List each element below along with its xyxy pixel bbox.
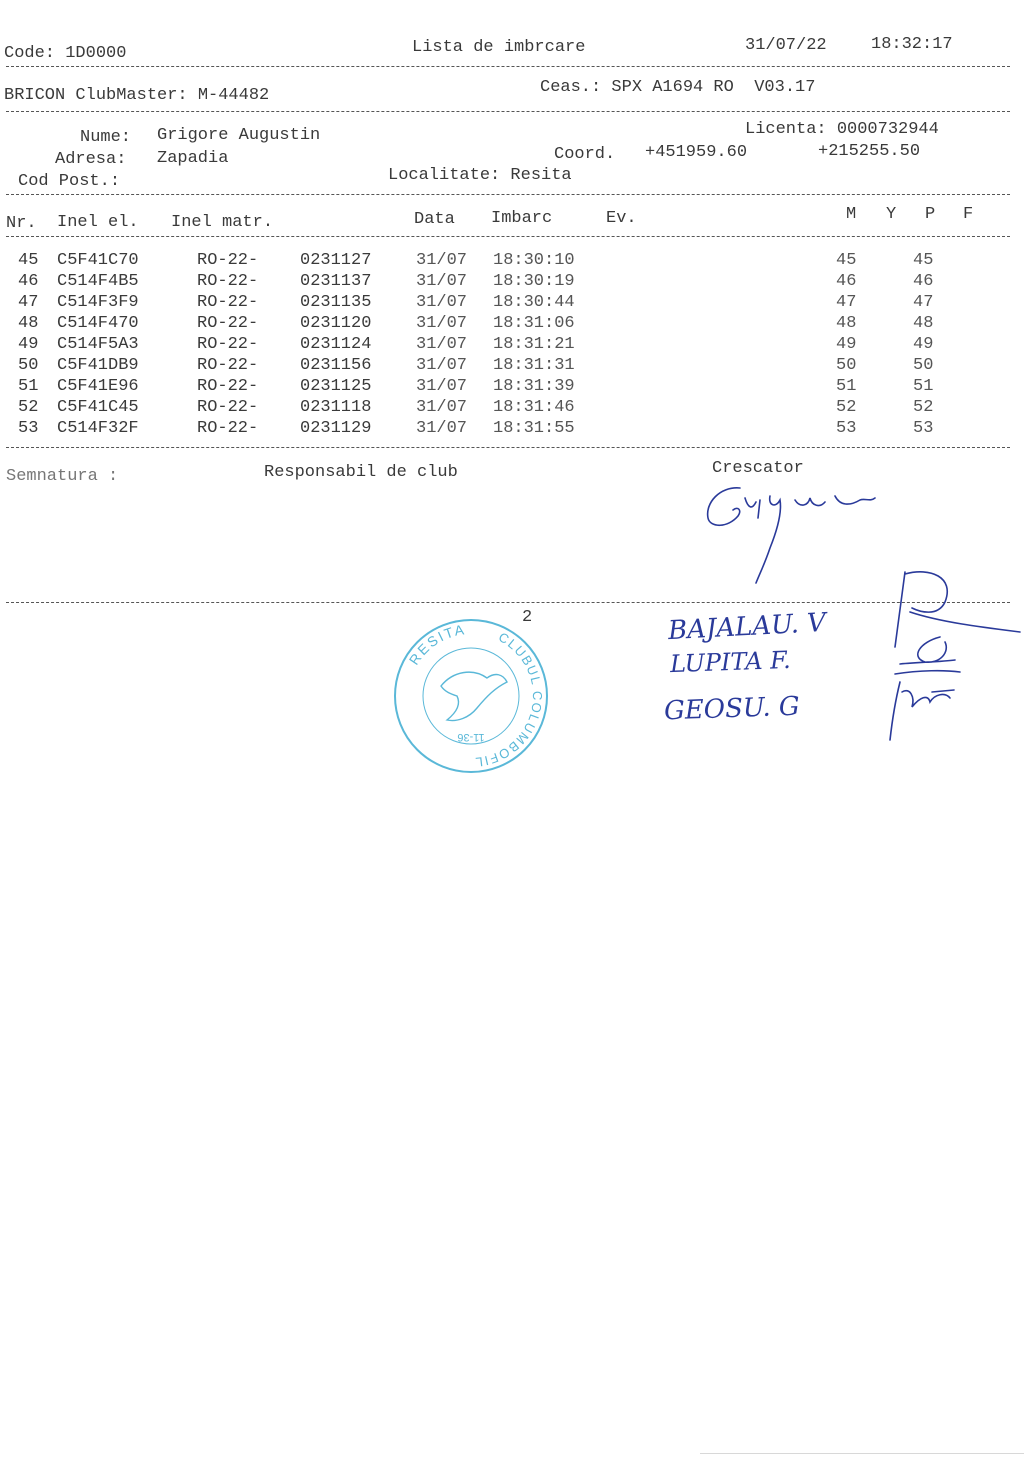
cell-matr: 0231125	[300, 377, 372, 396]
cell-p: 52	[913, 398, 934, 417]
cell-matr: 0231120	[300, 314, 372, 333]
cell-m: 51	[836, 377, 857, 396]
cell-p: 51	[913, 377, 934, 396]
cell-m: 47	[836, 293, 857, 312]
col-date: Data	[414, 210, 455, 229]
cell-p: 45	[913, 251, 934, 270]
address-label: Adresa:	[55, 150, 127, 169]
cell-m: 48	[836, 314, 857, 333]
cell-el: C5F41C70	[57, 251, 139, 270]
system-label: BRICON ClubMaster: M-44482	[4, 86, 270, 105]
cell-date: 31/07	[416, 398, 468, 417]
col-nr: Nr.	[6, 214, 37, 233]
cell-matr: 0231124	[300, 335, 372, 354]
cell-date: 31/07	[416, 335, 468, 354]
cell-matr: 0231156	[300, 356, 372, 375]
table-row	[0, 356, 1024, 377]
postcode-label: Cod Post.:	[18, 172, 121, 191]
cell-nr: 45	[18, 251, 39, 270]
coord-longitude: +215255.50	[818, 142, 921, 161]
print-date: 31/07/22	[745, 36, 827, 55]
cell-prefix: RO-22-	[197, 314, 259, 333]
cell-time: 18:31:46	[493, 398, 575, 417]
stamp-text-top: RESITA	[405, 621, 467, 668]
col-f: F	[963, 205, 974, 224]
page-number: 2	[522, 608, 533, 627]
cell-date: 31/07	[416, 419, 468, 438]
cell-nr: 50	[18, 356, 39, 375]
cell-nr: 48	[18, 314, 39, 333]
cell-prefix: RO-22-	[197, 398, 259, 417]
breeder-label: Crescator	[712, 459, 804, 478]
committee-name-3: GEOSU. G	[663, 691, 801, 727]
name-label: Nume:	[80, 128, 132, 147]
cell-matr: 0231118	[300, 398, 372, 417]
cell-p: 47	[913, 293, 934, 312]
coord-label: Coord.	[554, 145, 616, 164]
table-row	[0, 314, 1024, 335]
cell-m: 52	[836, 398, 857, 417]
cell-prefix: RO-22-	[197, 356, 259, 375]
cell-date: 31/07	[416, 272, 468, 291]
cell-prefix: RO-22-	[197, 419, 259, 438]
cell-date: 31/07	[416, 314, 468, 333]
coord-latitude: +451959.60	[645, 143, 748, 162]
table-row	[0, 419, 1024, 440]
cell-el: C5F41E96	[57, 377, 139, 396]
col-m: M	[846, 205, 857, 224]
owner-address: Zapadia	[157, 149, 229, 168]
col-y: Y	[886, 205, 897, 224]
print-time: 18:32:17	[871, 35, 953, 54]
code-label: Code: 1D0000	[4, 44, 127, 63]
cell-m: 50	[836, 356, 857, 375]
clock-label: Ceas.: SPX A1694 RO V03.17	[540, 78, 816, 97]
cell-nr: 47	[18, 293, 39, 312]
table-row	[0, 272, 1024, 293]
cell-time: 18:31:55	[493, 419, 575, 438]
table-row	[0, 335, 1024, 356]
cell-time: 18:31:39	[493, 377, 575, 396]
cell-prefix: RO-22-	[197, 293, 259, 312]
locality: Localitate: Resita	[388, 166, 572, 185]
table-row	[0, 293, 1024, 314]
cell-m: 46	[836, 272, 857, 291]
cell-time: 18:31:31	[493, 356, 575, 375]
document-title: Lista de imbrcare	[412, 38, 586, 57]
club-stamp	[391, 616, 551, 776]
cell-date: 31/07	[416, 356, 468, 375]
table-row	[0, 377, 1024, 398]
owner-name: Grigore Augustin	[157, 126, 321, 145]
cell-prefix: RO-22-	[197, 377, 259, 396]
col-ring-el: Inel el.	[57, 213, 139, 232]
cell-p: 53	[913, 419, 934, 438]
cell-date: 31/07	[416, 293, 468, 312]
cell-prefix: RO-22-	[197, 272, 259, 291]
col-boarding: Imbarc	[491, 209, 553, 228]
cell-matr: 0231129	[300, 419, 372, 438]
cell-el: C514F32F	[57, 419, 139, 438]
stamp-code: 11-36	[457, 731, 485, 743]
signature-label: Semnatura :	[6, 467, 119, 486]
divider	[6, 66, 1010, 67]
cell-nr: 49	[18, 335, 39, 354]
cell-matr: 0231135	[300, 293, 372, 312]
cell-el: C514F5A3	[57, 335, 139, 354]
cell-matr: 0231137	[300, 272, 372, 291]
cell-m: 49	[836, 335, 857, 354]
cell-el: C514F3F9	[57, 293, 139, 312]
committee-name-1: BAJALAU. V	[667, 607, 827, 647]
col-p: P	[925, 205, 936, 224]
cell-time: 18:30:10	[493, 251, 575, 270]
table-row	[0, 251, 1024, 272]
cell-m: 53	[836, 419, 857, 438]
cell-el: C514F470	[57, 314, 139, 333]
committee-name-2: LUPITA F.	[669, 645, 792, 679]
cell-el: C5F41C45	[57, 398, 139, 417]
cell-nr: 53	[18, 419, 39, 438]
cell-nr: 51	[18, 377, 39, 396]
col-ring-matr: Inel matr.	[171, 213, 274, 232]
bottom-rule	[700, 1453, 1024, 1454]
cell-date: 31/07	[416, 377, 468, 396]
cell-el: C5F41DB9	[57, 356, 139, 375]
cell-m: 45	[836, 251, 857, 270]
cell-date: 31/07	[416, 251, 468, 270]
cell-p: 46	[913, 272, 934, 291]
cell-time: 18:30:44	[493, 293, 575, 312]
cell-prefix: RO-22-	[197, 251, 259, 270]
cell-nr: 52	[18, 398, 39, 417]
divider	[6, 236, 1010, 237]
club-representative-label: Responsabil de club	[264, 463, 458, 482]
stamp-text-side: CLUBUL COLUMBOFIL	[473, 629, 546, 771]
cell-p: 50	[913, 356, 934, 375]
table-row	[0, 398, 1024, 419]
cell-matr: 0231127	[300, 251, 372, 270]
divider	[6, 111, 1010, 112]
committee-signatures	[850, 562, 1020, 742]
cell-el: C514F4B5	[57, 272, 139, 291]
cell-time: 18:31:06	[493, 314, 575, 333]
license-number: Licenta: 0000732944	[745, 120, 939, 139]
cell-time: 18:30:19	[493, 272, 575, 291]
divider	[6, 194, 1010, 195]
cell-prefix: RO-22-	[197, 335, 259, 354]
cell-p: 49	[913, 335, 934, 354]
cell-time: 18:31:21	[493, 335, 575, 354]
cell-p: 48	[913, 314, 934, 333]
col-ev: Ev.	[606, 209, 637, 228]
divider	[6, 447, 1010, 448]
cell-nr: 46	[18, 272, 39, 291]
